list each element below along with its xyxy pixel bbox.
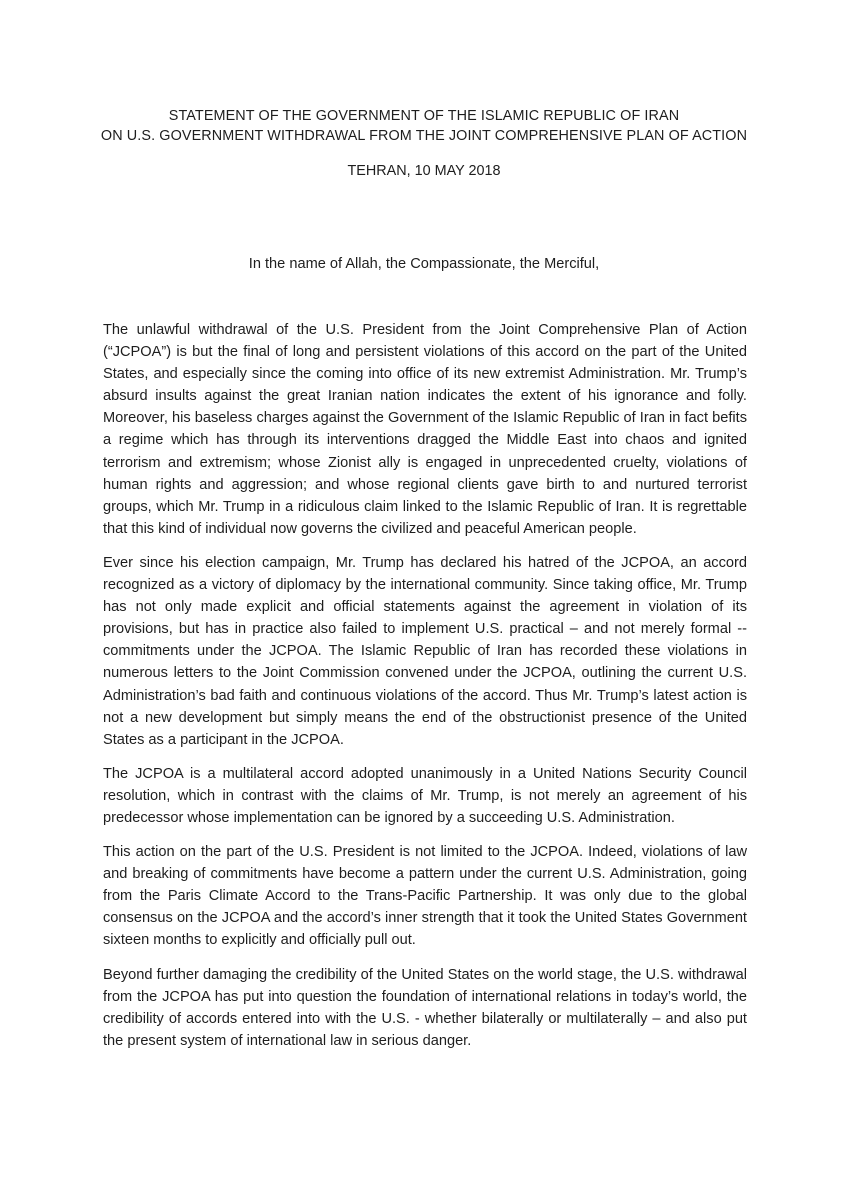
paragraph-3: The JCPOA is a multilateral accord adopted unanimously in a United Nations Security Council resolution, which in contrast with the claims of Mr. Trump, is not merely an agreement of his predecessor whose implementation can be ignored by a succeeding U.S. Administration. (103, 765, 747, 826)
statement-title (0, 106, 848, 146)
title-line-1: STATEMENT OF THE GOVERNMENT OF THE ISLAMIC REPUBLIC OF IRAN (168, 108, 680, 124)
invocation: In the name of Allah, the Compassionate, the Merciful, (248, 256, 600, 272)
dateline: TEHRAN, 10 MAY 2018 (347, 163, 501, 179)
statement-body (103, 319, 747, 1064)
paragraph-2: Ever since his election campaign, Mr. Trump has declared his hatred of the JCPOA, an accord recognized as a victory of diplomacy by the international community. Since taking office, Mr. Trump has not only made explicit and official statements against the agreement in violation of its provisions, but has in practice also failed to implement U.S. practical – and not merely formal -- commitments under the JCPOA. The Islamic Republic of Iran has recorded these violations in numerous letters to the Joint Commission convened under the JCPOA, outlining the current U.S. Administration’s bad faith and continuous violations of the accord. Thus Mr. Trump’s latest action is not a new development but simply means the end of the obstructionist presence of the United States as a participant in the JCPOA. (103, 554, 747, 748)
paragraph-1: The unlawful withdrawal of the U.S. President from the Joint Comprehensive Plan of Action (“JCPOA”) is but the final of long and persistent violations of this accord on the part of the United States, and especially since the coming into office of its new extremist Administration. Mr. Trump’s absurd insults against the great Iranian nation indicates the extent of his ignorance and folly. Moreover, his baseless charges against the Government of the Islamic Republic of Iran in fact befits a regime which has through its interventions dragged the Middle East into chaos and ignited terrorism and extremism; whose Zionist ally is engaged in unprecedented cruelty, violations of human rights and aggression; and whose regional clients gave birth to and nurtured terrorist groups, which Mr. Trump in a ridiculous claim linked to the Islamic Republic of Iran. It is regrettable that this kind of individual now governs the civilized and peaceful American people. (103, 322, 747, 537)
paragraph-5: Beyond further damaging the credibility of the United States on the world stage, the U.S. withdrawal from the JCPOA has put into question the foundation of international relations in today’s world, the credibility of accords entered into with the U.S. - whether bilaterally or multilaterally – and also put the present system of international law in serious danger. (103, 966, 747, 1049)
paragraph-4: This action on the part of the U.S. President is not limited to the JCPOA. Indeed, violations of law and breaking of commitments have become a pattern under the current U.S. Administration, going from the Paris Climate Accord to the Trans-Pacific Partnership. It was only due to the global consensus on the JCPOA and the accord’s inner strength that it took the United States Government sixteen months to explicitly and officially pull out. (103, 844, 747, 949)
title-line-2: ON U.S. GOVERNMENT WITHDRAWAL FROM THE JOINT COMPREHENSIVE PLAN OF ACTION (100, 128, 748, 144)
